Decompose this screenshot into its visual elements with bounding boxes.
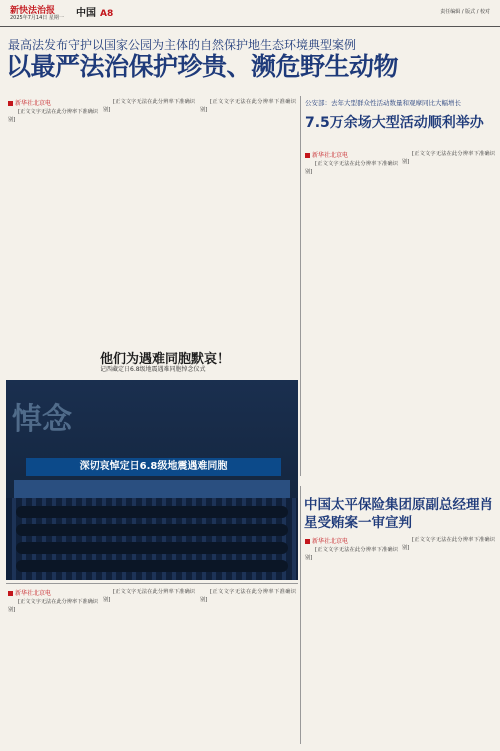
right-article-col-2 — [402, 150, 495, 480]
page-number: A8 — [100, 9, 114, 19]
crowd-row — [16, 524, 288, 536]
bottom-left-tag-text: 新华社北京电 — [15, 590, 52, 597]
paragraph: [正文文字无法在此分辨率下准确识别] — [305, 161, 398, 176]
square-bullet-icon — [8, 101, 13, 106]
bottom-right-headline: 中国太平保险集团原副总经理肖星受贿案一审宣判 — [304, 497, 493, 531]
bottom-right-col-1 — [305, 546, 398, 744]
bottom-left-article-tag — [8, 588, 51, 597]
square-bullet-icon — [305, 153, 310, 158]
column-divider — [300, 486, 301, 744]
memorial-photo — [6, 380, 298, 580]
editor-info: 责任编辑 / 版式 / 校对 — [440, 9, 490, 15]
paragraph: [正文文字无法在此分辨率下准确识别] — [402, 151, 495, 166]
bottom-right-col-2 — [402, 536, 495, 744]
right-tag-text: 新华社北京电 — [312, 152, 349, 159]
main-article-col-3 — [200, 98, 296, 344]
main-article-col-2 — [103, 98, 195, 344]
main-article-col-1 — [8, 108, 98, 344]
crowd-image — [6, 498, 298, 580]
paragraph: [正文文字无法在此分辨率下准确识别] — [402, 537, 495, 552]
main-article-tag — [8, 98, 51, 107]
paragraph: [正文文字无法在此分辨率下准确识别] — [8, 109, 98, 124]
photo-headline: 他们为遇难同胞默哀！ — [100, 352, 231, 367]
square-bullet-icon — [8, 591, 13, 596]
section-divider — [6, 583, 298, 584]
led-screen — [14, 480, 290, 498]
photo-subhead: 记西藏定日6.8级地震遇难同胞悼念仪式 — [100, 366, 206, 373]
issue-date: 2025年7月14日 星期一 — [10, 15, 64, 21]
paragraph: [正文文字无法在此分辨率下准确识别] — [200, 99, 296, 114]
masthead — [0, 0, 500, 27]
paragraph: [正文文字无法在此分辨率下准确识别] — [305, 547, 398, 562]
right-article-kicker: 公安部：去年大型群众性活动数量和观摩同比大幅增长 — [305, 99, 461, 107]
memorial-banner: 深切哀悼定日6.8级地震遇难同胞 — [26, 458, 281, 476]
bottom-left-col-2 — [103, 588, 195, 744]
main-tag-text: 新华社北京电 — [15, 100, 52, 107]
right-article-headline: 7.5万余场大型活动顺利举办 — [305, 115, 484, 131]
newspaper-logo: 新快法治报 — [10, 6, 56, 16]
crowd-row — [16, 542, 288, 554]
paragraph: [正文文字无法在此分辨率下准确识别] — [200, 589, 296, 604]
main-headline: 以最严法治保护珍贵、濒危野生动物 — [6, 52, 399, 81]
section-name: 中国 — [76, 8, 96, 19]
main-subhead: 最高法发布守护以国家公园为主体的自然保护地生态环境典型案例 — [8, 38, 357, 52]
right-article-col-1 — [305, 160, 398, 480]
bottom-left-col-3 — [200, 588, 296, 744]
square-bullet-icon — [305, 539, 310, 544]
bottom-right-tag-text: 新华社北京电 — [312, 538, 349, 545]
crowd-row — [16, 506, 288, 518]
column-divider — [300, 96, 301, 476]
section-title — [76, 4, 113, 19]
paragraph: [正文文字无法在此分辨率下准确识别] — [8, 599, 98, 614]
paragraph: [正文文字无法在此分辨率下准确识别] — [103, 99, 195, 114]
bottom-left-col-1 — [8, 598, 98, 744]
paragraph: [正文文字无法在此分辨率下准确识别] — [103, 589, 195, 604]
crowd-row — [16, 560, 288, 572]
bottom-right-article-tag — [305, 536, 348, 545]
right-article-tag — [305, 150, 348, 159]
mourning-watermark: 悼念 — [12, 402, 72, 437]
